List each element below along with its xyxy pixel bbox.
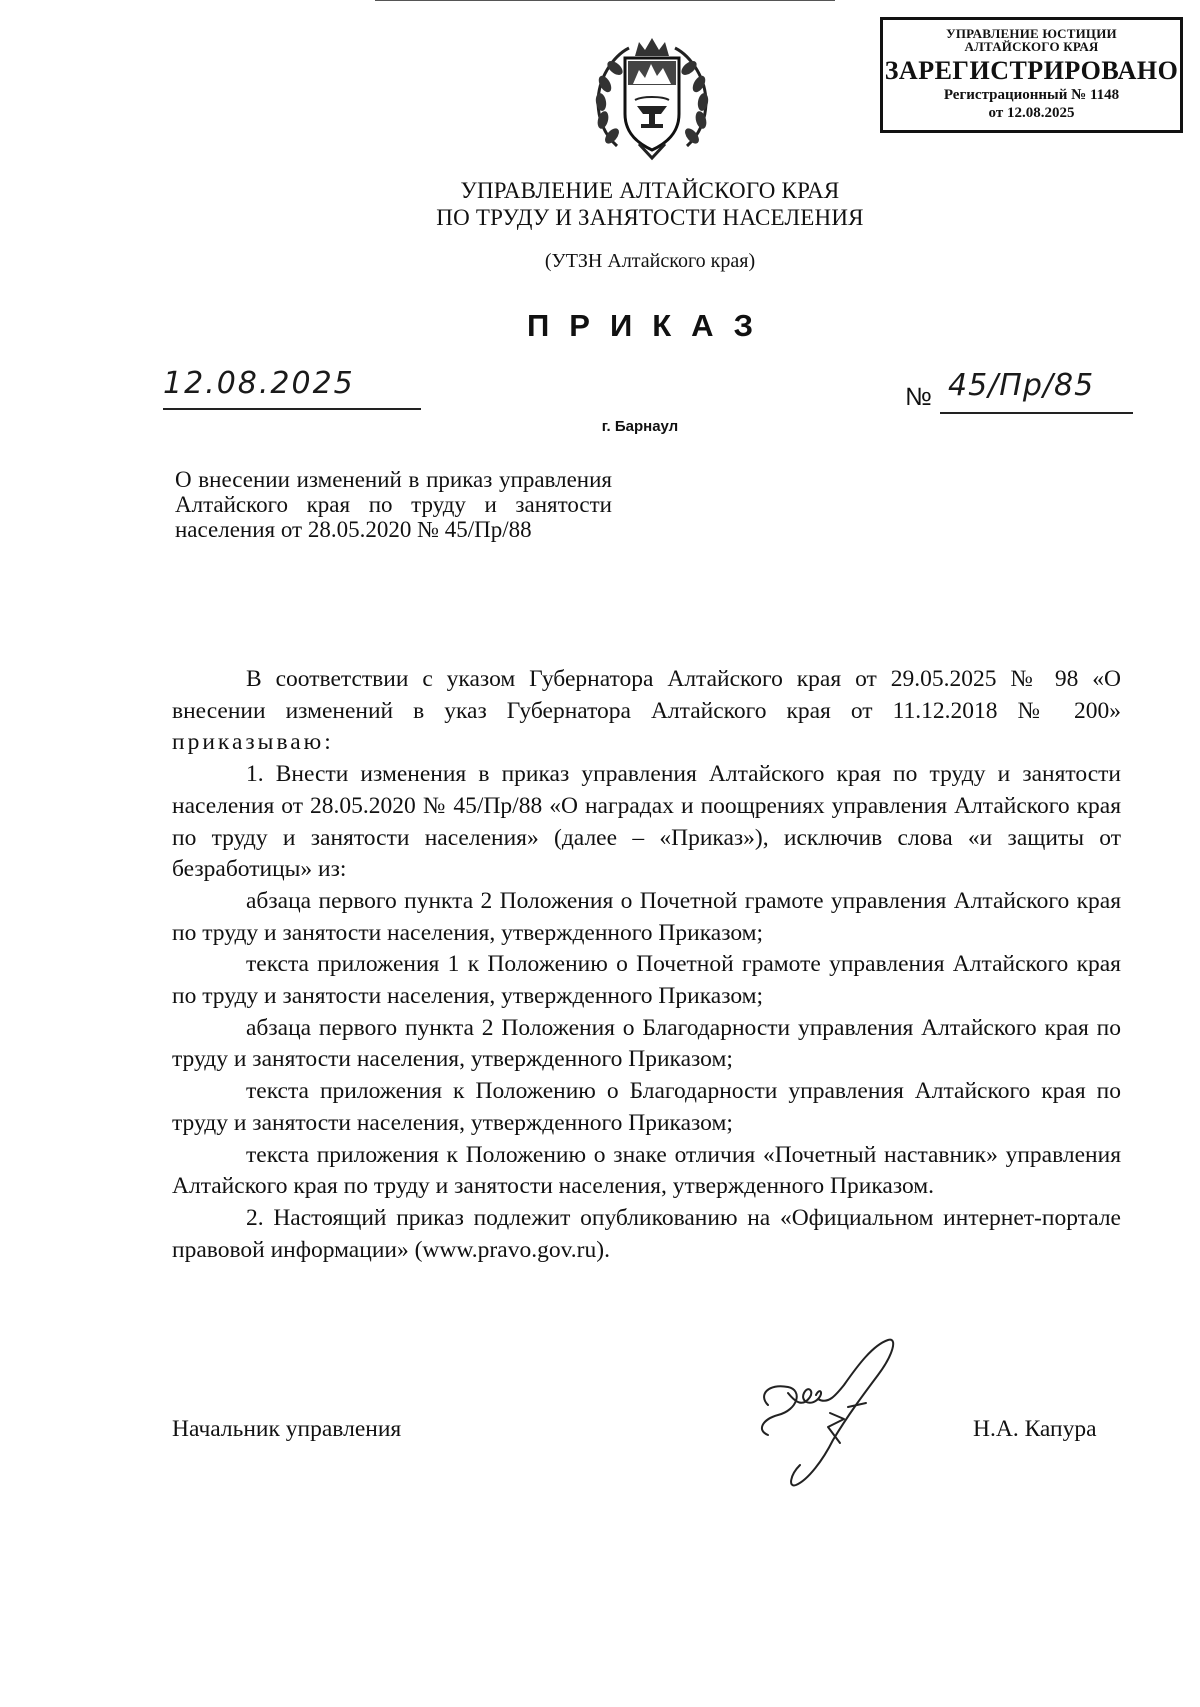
- body-paragraph-5: абзаца первого пункта 2 Положения о Благодарности управления Алтайского края по труду и занятости населения, утвержденного Приказом;: [172, 1014, 1121, 1073]
- org-line-2: ПО ТРУДУ И ЗАНЯТОСТИ НАСЕЛЕНИЯ: [436, 205, 864, 230]
- handwritten-date: 12.08.2025: [163, 366, 355, 401]
- body-paragraph-7: текста приложения к Положению о знаке отличия «Почетный наставник» управления Алтайского края по труду и занятости населения, утвержденного Приказом.: [172, 1141, 1121, 1200]
- document-body: [172, 664, 1121, 1266]
- body-paragraph-4: текста приложения 1 к Положению о Почетной грамоте управления Алтайского края по труду и занятости населения, утвержденного Приказом;: [172, 951, 1121, 1010]
- registration-stamp: [880, 17, 1183, 133]
- coat-of-arms-icon: [587, 34, 717, 166]
- date-underline: [163, 408, 421, 410]
- handwritten-signature: [748, 1335, 948, 1505]
- top-edge-line: [375, 0, 835, 1]
- body-paragraph-3: абзаца первого пункта 2 Положения о Почетной грамоте управления Алтайского края по труду и занятости населения, утвержденного Приказом;: [172, 887, 1121, 946]
- stamp-org: УПРАВЛЕНИЕ ЮСТИЦИИ АЛТАЙСКОГО КРАЯ: [946, 26, 1117, 54]
- handwritten-number: 45/Пр/85: [948, 368, 1095, 403]
- body-paragraph-1: [172, 664, 1121, 759]
- signatory-position: Начальник управления: [172, 1416, 402, 1442]
- body-paragraph-6: текста приложения к Положению о Благодарности управления Алтайского края по труду и занятости населения, утвержденного Приказом;: [172, 1078, 1121, 1136]
- stamp-reg-date: от 12.08.2025: [988, 105, 1075, 121]
- stamp-status: ЗАРЕГИСТРИРОВАНО: [884, 56, 1179, 85]
- order-word: приказываю:: [172, 729, 334, 756]
- body-paragraph-2: 1. Внести изменения в приказ управления Алтайского края по труду и занятости населения от 28.05.2020 № 45/Пр/88 «О наградах и поощрениях управления Алтайского края по труду и занятости населения» (далее – «Приказ»), исключив слова «и защиты от безработицы» из:: [172, 761, 1121, 883]
- city: г. Барнаул: [601, 418, 679, 435]
- document-subject: О внесении изменений в приказ управления Алтайского края по труду и занятости населения от 28.05.2020 № 45/Пр/88: [175, 467, 612, 542]
- organization-short-name: (УТЗН Алтайского края): [544, 250, 756, 272]
- organization-name: [380, 177, 920, 231]
- stamp-reg-number: Регистрационный № 1148: [943, 87, 1120, 103]
- document-title: ПРИКАЗ: [527, 308, 773, 343]
- number-sign: №: [905, 383, 932, 411]
- preamble-text: В соответствии с указом Губернатора Алтайского края от 29.05.2025 № 98 «О внесении изменений в указ Губернатора Алтайского края от 11.12.2018 № 200»: [172, 666, 1121, 724]
- signatory-name: Н.А. Капура: [973, 1416, 1097, 1442]
- number-underline: [940, 412, 1133, 414]
- body-paragraph-8: 2. Настоящий приказ подлежит опубликованию на «Официальном интернет-портале правовой информации» (www.pravo.gov.ru).: [172, 1204, 1121, 1263]
- org-line-1: УПРАВЛЕНИЕ АЛТАЙСКОГО КРАЯ: [460, 178, 840, 203]
